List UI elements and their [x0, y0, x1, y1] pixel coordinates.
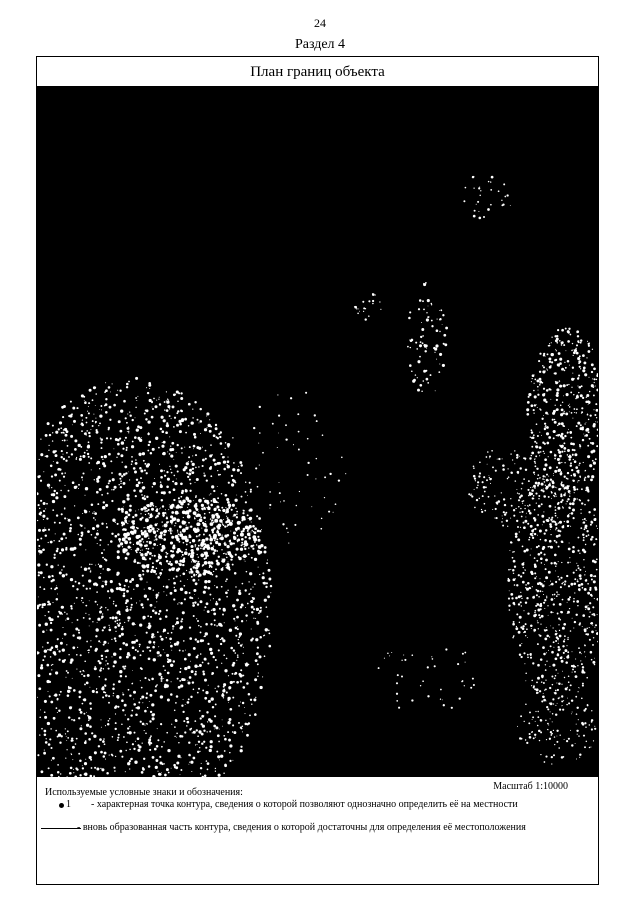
legend-text-point: - характерная точка контура, сведения о которой позволяют однозначно определить её на местности: [91, 799, 518, 810]
aerial-map: [37, 87, 598, 777]
scale-label: Масштаб 1:10000: [493, 781, 568, 792]
legend-title: Используемые условные знаки и обозначения:: [45, 787, 243, 798]
satellite-image: [37, 87, 598, 777]
plan-title: План границ объекта: [37, 57, 598, 87]
page-number: 24: [314, 16, 326, 30]
point-symbol-label: 1: [66, 799, 71, 810]
line-symbol-icon: [41, 828, 81, 829]
plan-frame: [36, 56, 599, 885]
point-symbol-icon: [59, 803, 64, 808]
section-title: Раздел 4: [294, 37, 346, 52]
legend-text-line: - вновь образованная часть контура, сведения о которой достаточны для определения её местоположения: [77, 822, 526, 833]
